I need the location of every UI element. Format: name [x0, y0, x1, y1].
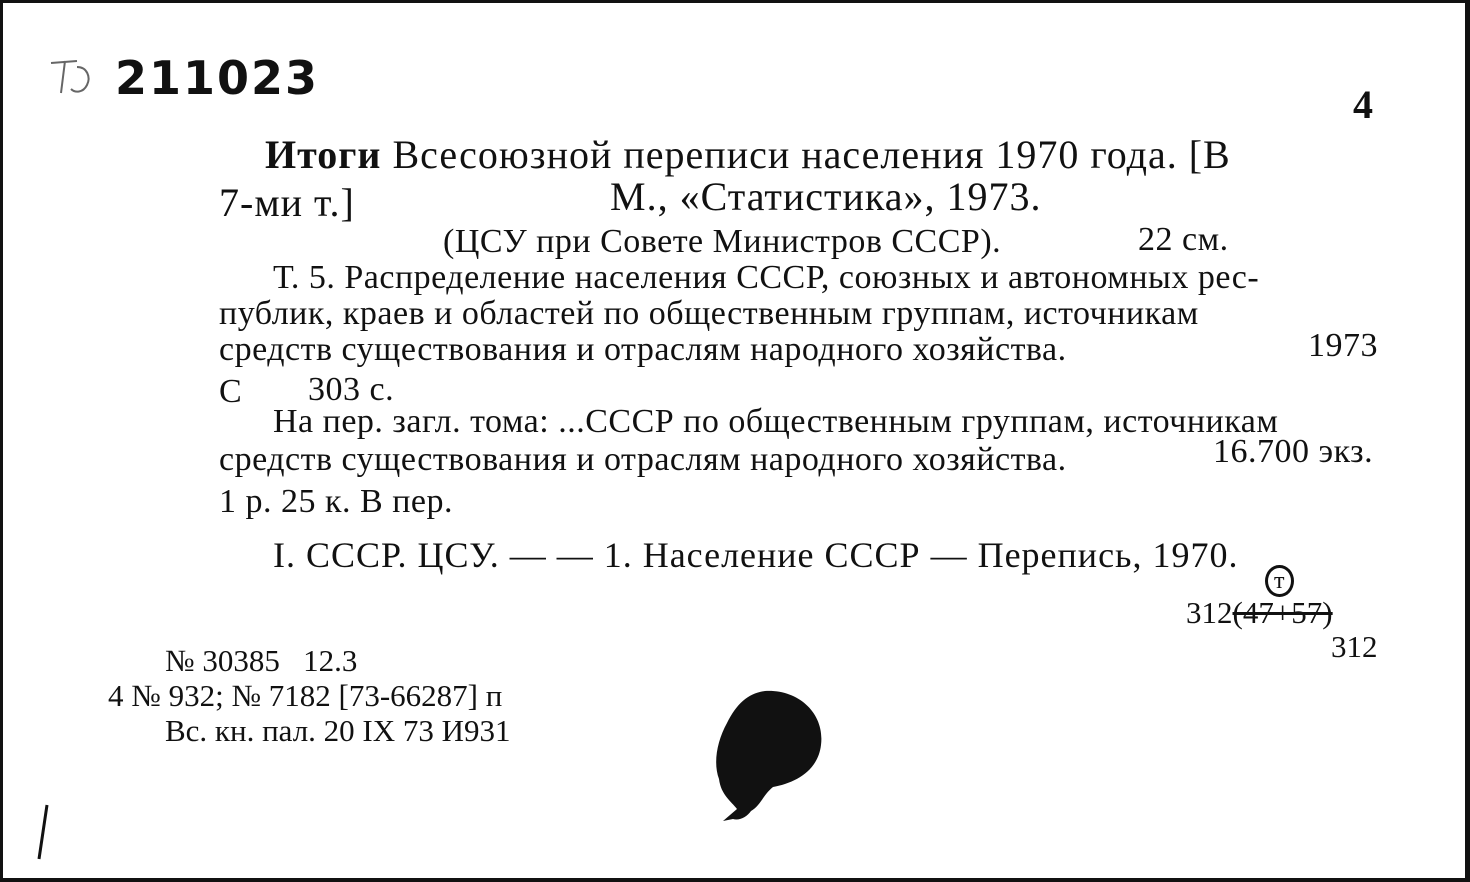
volume-pages-prefix: С	[219, 373, 243, 410]
subject-line: I. СССР. ЦСУ. — — 1. Население СССР — Перепись, 1970.	[273, 535, 1239, 575]
title-line-2-left: 7-ми т.]	[219, 180, 355, 225]
title-heading-word: Итоги	[265, 132, 382, 177]
inventory-number: 211023	[115, 51, 320, 105]
copies: 16.700 экз.	[1213, 433, 1374, 470]
volume-year: 1973	[1308, 327, 1378, 364]
volume-line-2: публик, краев и областей по общественным группам, источникам	[219, 295, 1199, 332]
volume-pages: 303 с.	[308, 371, 395, 408]
bottom-line-1: № 30385 12.3	[165, 643, 358, 678]
bottom-line-2: 4 № 932; № 7182 [73-66287] п	[108, 678, 503, 713]
title-line-1	[265, 132, 1231, 177]
ink-blot-mark	[703, 683, 833, 828]
classification-top: 4	[1353, 82, 1374, 127]
bottom-line-3: Вс. кн. пал. 20 IX 73 И931	[165, 713, 511, 748]
note-line-1: На пер. загл. тома: ...СССР по общественным группам, источникам	[273, 403, 1279, 440]
size: 22 см.	[1138, 221, 1229, 258]
class-mark-circled	[1265, 565, 1294, 597]
series-line: (ЦСУ при Совете Министров СССР).	[443, 223, 1002, 260]
class-mark-prefix: 312	[1186, 595, 1233, 630]
circled-mark: т	[1265, 565, 1294, 597]
imprint: М., «Статистика», 1973.	[610, 174, 1042, 219]
faint-stamp-mark	[47, 53, 107, 103]
note-line-2: средств существования и отраслям народного хозяйства.	[219, 441, 1067, 478]
pencil-stroke-mark	[33, 803, 53, 863]
volume-line-3: средств существования и отраслям народного хозяйства.	[219, 331, 1067, 368]
title-rest: Всесоюзной переписи населения 1970 года. [В	[392, 132, 1231, 177]
class-mark-final: 312	[1331, 629, 1378, 664]
class-mark-line	[1186, 597, 1333, 628]
class-mark-struck: (47+57)	[1232, 595, 1333, 630]
volume-line-1: Т. 5. Распределение населения СССР, союзных и автономных рес-	[273, 259, 1260, 296]
price: 1 р. 25 к. В пер.	[219, 483, 453, 520]
